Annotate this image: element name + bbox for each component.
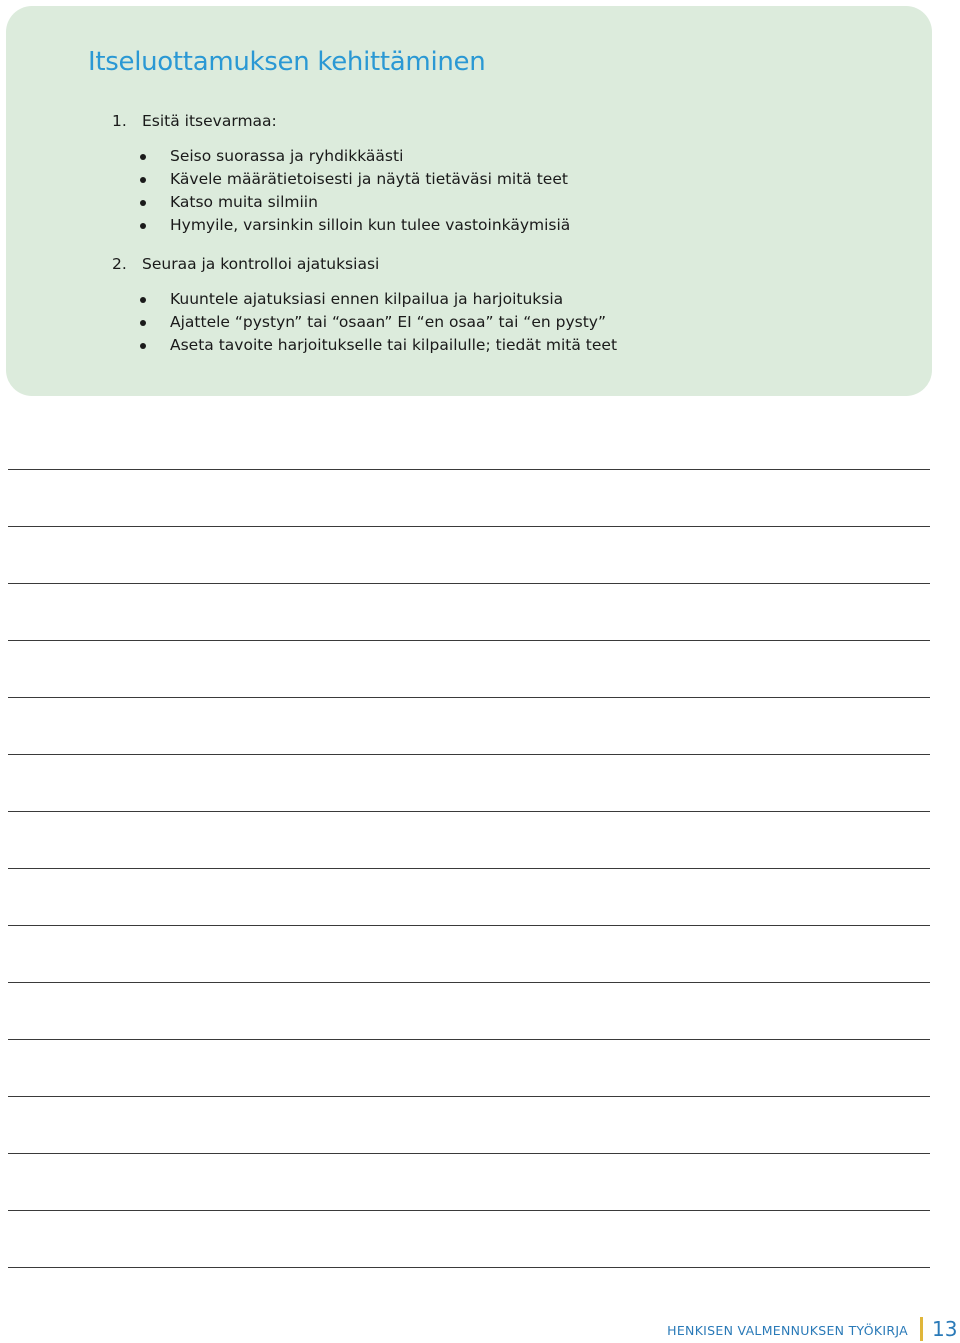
section-2-list (140, 288, 617, 357)
list-item-text: Ajattele “pystyn” tai “osaan” EI “en osaa” tai “en pysty” (170, 313, 606, 331)
bullet-icon (140, 223, 146, 229)
bullet-icon (140, 177, 146, 183)
page-number: 13 (932, 1317, 958, 1341)
section-2-heading-text: Seuraa ja kontrolloi ajatuksiasi (142, 255, 380, 273)
writing-line (8, 640, 930, 641)
list-item-text: Hymyile, varsinkin silloin kun tulee vastoinkäymisiä (170, 216, 571, 234)
section-1-list (140, 145, 570, 237)
list-item (140, 214, 570, 237)
list-item-text: Aseta tavoite harjoitukselle tai kilpailulle; tiedät mitä teet (170, 336, 618, 354)
writing-line (8, 1267, 930, 1268)
section-1-number: 1. (112, 112, 127, 130)
footer-separator (920, 1317, 923, 1341)
list-item (140, 334, 617, 357)
list-item-text: Kävele määrätietoisesti ja näytä tietäväsi mitä teet (170, 170, 568, 188)
writing-line (8, 469, 930, 470)
writing-line (8, 526, 930, 527)
bullet-icon (140, 154, 146, 160)
section-1-heading (112, 110, 277, 132)
bullet-icon (140, 320, 146, 326)
list-item-text: Katso muita silmiin (170, 193, 318, 211)
writing-line (8, 697, 930, 698)
list-item-text: Seiso suorassa ja ryhdikkäästi (170, 147, 404, 165)
writing-line (8, 1210, 930, 1211)
writing-line (8, 1096, 930, 1097)
writing-line (8, 868, 930, 869)
list-item (140, 145, 570, 168)
writing-line (8, 583, 930, 584)
list-item (140, 311, 617, 334)
writing-line (8, 925, 930, 926)
list-item (140, 168, 570, 191)
writing-line (8, 1153, 930, 1154)
writing-line (8, 982, 930, 983)
footer-book-title: HENKISEN VALMENNUKSEN TYÖKIRJA (667, 1323, 908, 1338)
section-2-heading (112, 253, 379, 275)
section-2-number: 2. (112, 255, 127, 273)
section-1-heading-text: Esitä itsevarmaa: (142, 112, 277, 130)
bullet-icon (140, 297, 146, 303)
page-title: Itseluottamuksen kehittäminen (88, 47, 486, 77)
list-item (140, 288, 617, 311)
writing-line (8, 811, 930, 812)
writing-line (8, 1039, 930, 1040)
bullet-icon (140, 343, 146, 349)
bullet-icon (140, 200, 146, 206)
list-item (140, 191, 570, 214)
writing-line (8, 754, 930, 755)
list-item-text: Kuuntele ajatuksiasi ennen kilpailua ja harjoituksia (170, 290, 564, 308)
